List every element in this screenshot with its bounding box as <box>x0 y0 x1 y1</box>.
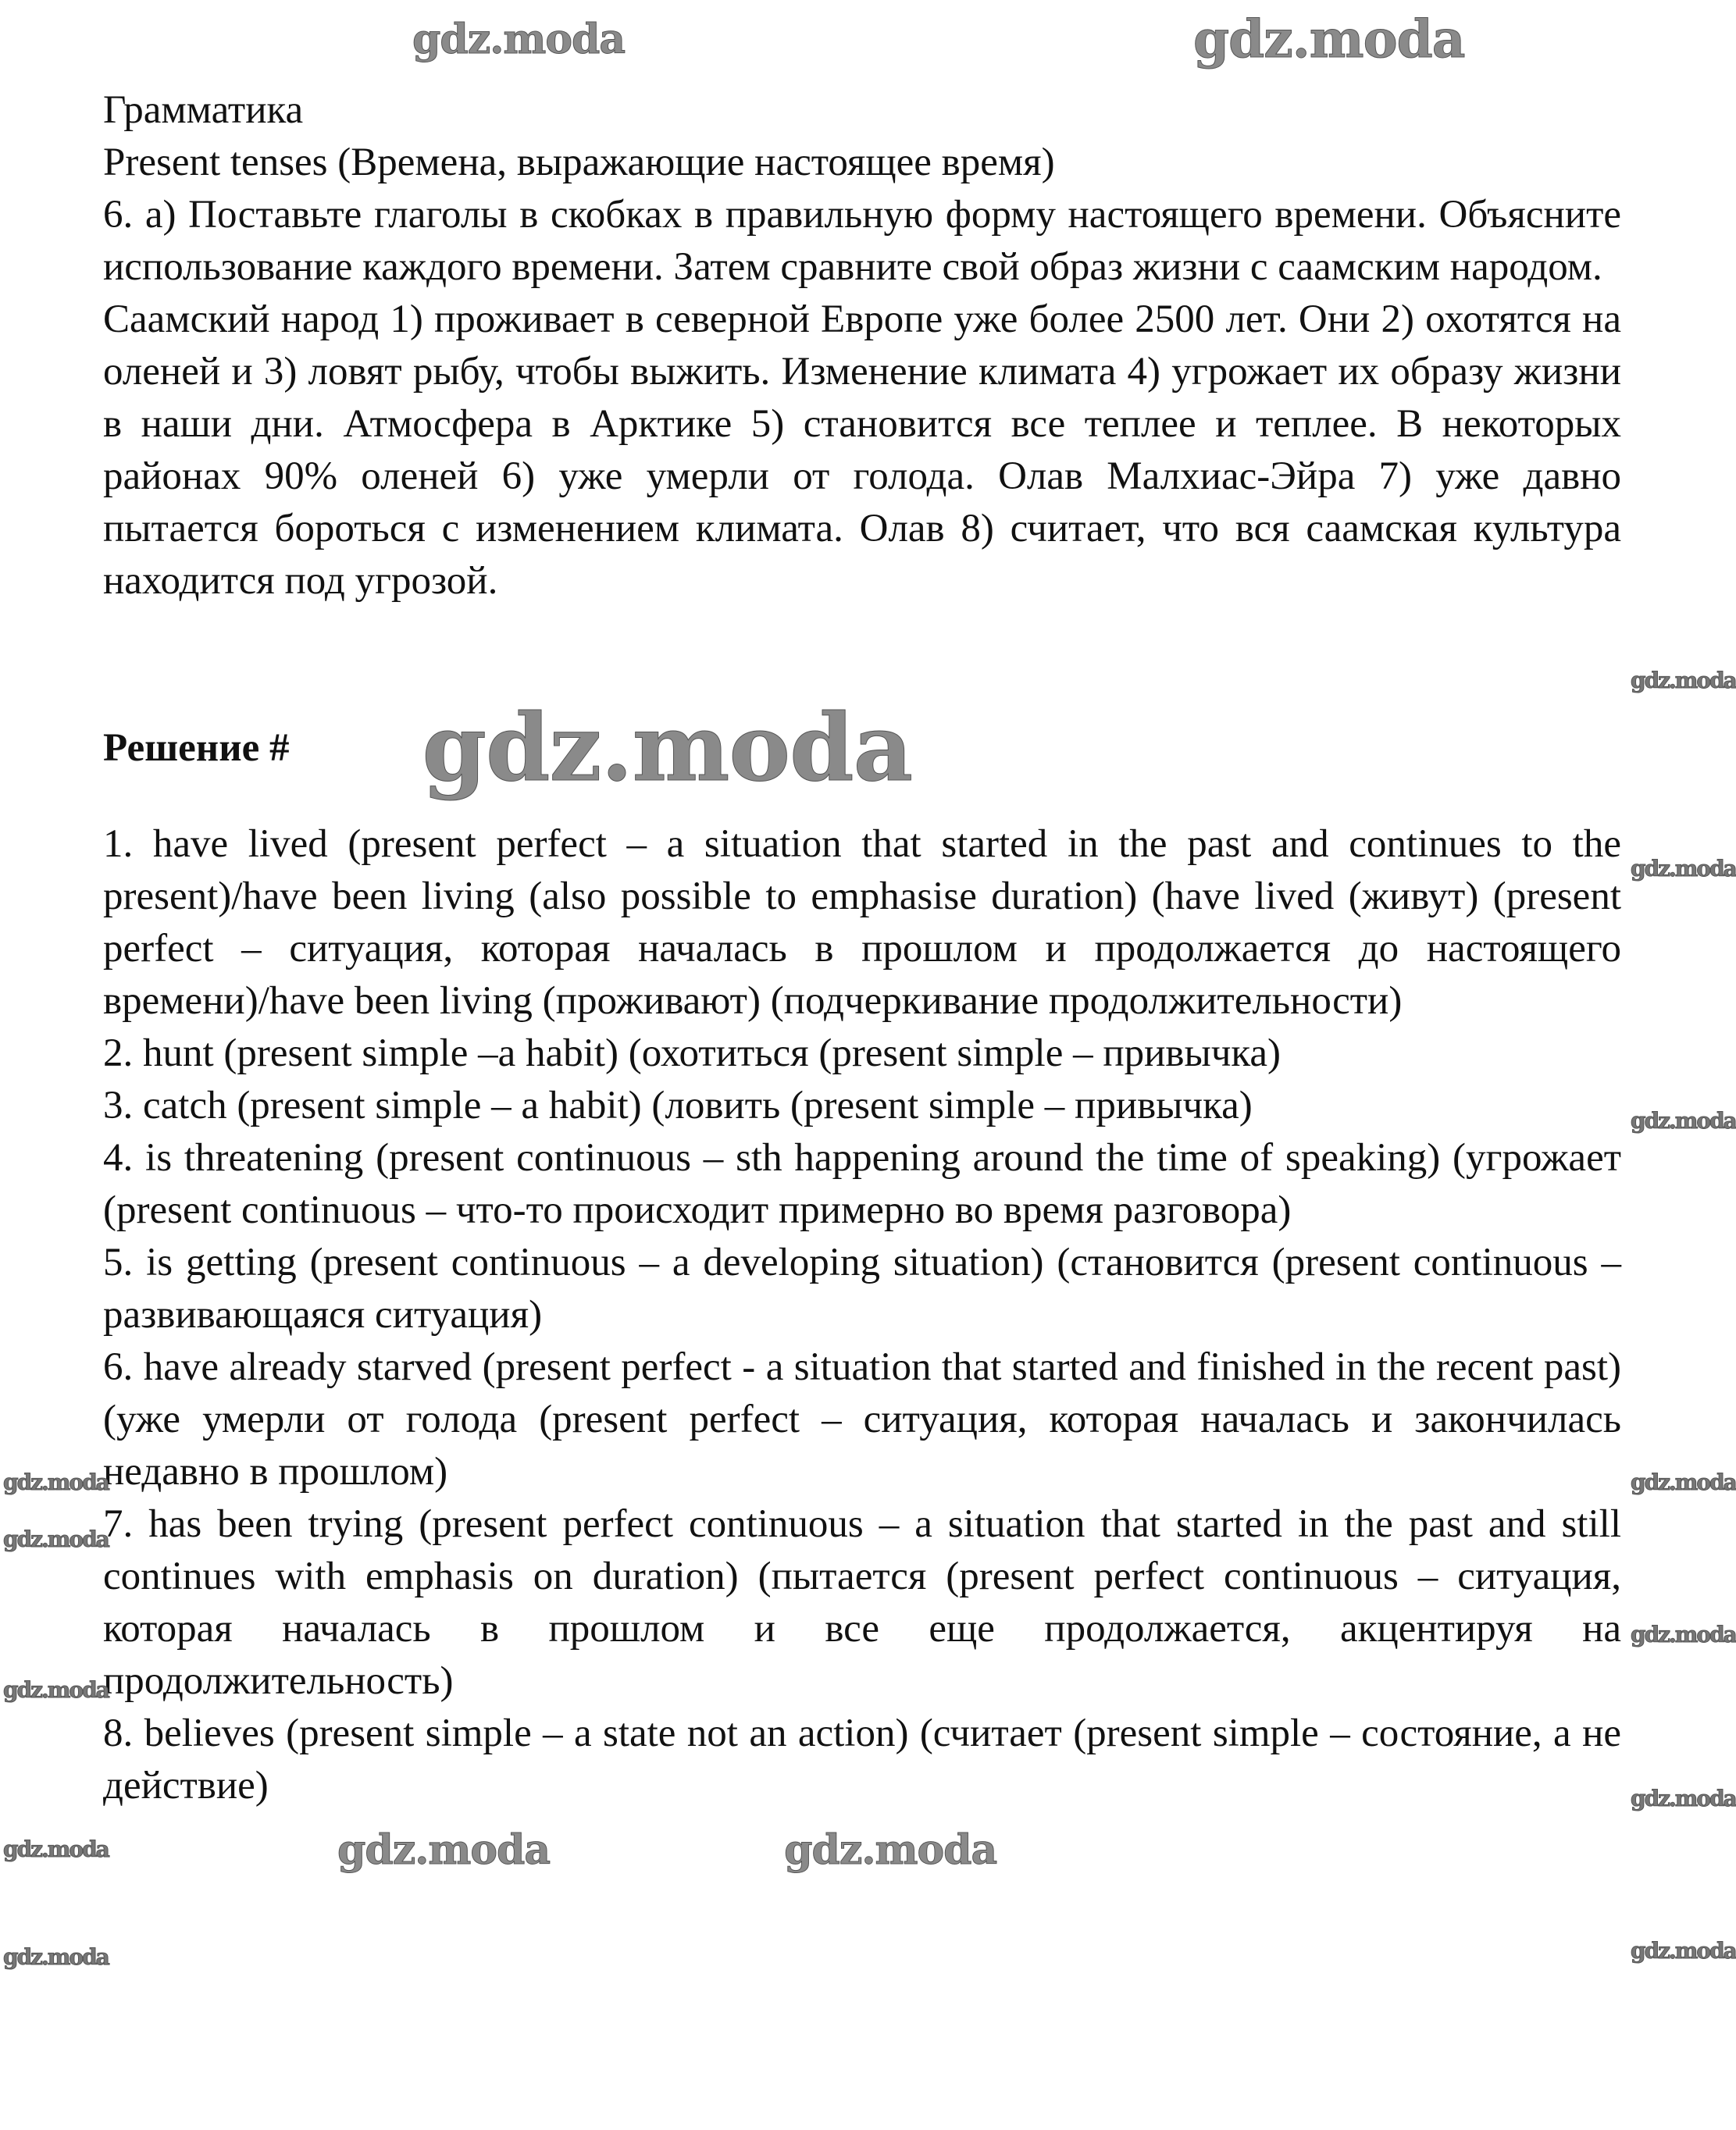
watermark-footer <box>103 1828 1621 1872</box>
watermark: gdz.moda <box>3 1526 109 1552</box>
watermark: gdz.moda <box>3 1836 109 1862</box>
watermark: gdz.moda <box>1631 1469 1736 1495</box>
watermark: gdz.moda <box>422 693 913 803</box>
answer-item: 2. hunt (present simple –a habit) (охотиться (present simple – привычка) <box>103 1031 1282 1075</box>
answer-item: 3. catch (present simple – a habit) (ловить (present simple – привычка) <box>103 1084 1253 1127</box>
watermark: gdz.moda <box>1631 856 1736 882</box>
watermark: gdz.moda <box>784 1826 997 1874</box>
topic-title: Present tenses (Времена, выражающие настоящее время) <box>103 141 1055 184</box>
watermark: gdz.moda <box>1631 1622 1736 1647</box>
answer-item: 7. has been trying (present perfect continuous – a situation that started in the past and still continues with emphasis on duration) (пытается (present perfect continuous – ситуация, которая началась в прошлом и все еще продолжается, акцентируя на продолжительность) <box>103 1502 1621 1703</box>
watermark: gdz.moda <box>1193 9 1465 69</box>
watermark: gdz.moda <box>1631 1108 1736 1134</box>
answer-item: 5. is getting (present continuous – a developing situation) (становится (present continuous – развивающаяся ситуация) <box>103 1241 1621 1337</box>
task-instruction: 6. а) Поставьте глаголы в скобках в правильную форму настоящего времени. Объясните использование каждого времени. Затем сравните свой образ жизни с саамским народом. <box>103 193 1621 289</box>
watermark: gdz.moda <box>3 1677 109 1703</box>
task-text: Саамский народ 1) проживает в северной Европе уже более 2500 лет. Они 2) охотятся на оленей и 3) ловят рыбу, чтобы выжить. Изменение климата 4) угрожает их образу жизни в наши дни. Атмосфера в Арктике 5) становится все теплее и теплее. В некоторых районах 90% оленей 6) уже умерли от голода. Олав Малхиас-Эйра 7) уже давно пытается бороться с изменением климата. Олав 8) считает, что вся саамская культура находится под угрозой. <box>103 297 1621 603</box>
watermark: gdz.moda <box>1631 1938 1736 1964</box>
watermark: gdz.moda <box>337 1826 551 1874</box>
solution-heading-row <box>103 693 1621 803</box>
watermark: gdz.moda <box>3 1469 109 1495</box>
watermark: gdz.moda <box>1631 1786 1736 1811</box>
solution-heading: Решение # <box>103 725 290 770</box>
document-page <box>103 84 1621 1872</box>
watermark: gdz.moda <box>3 1944 109 1970</box>
answer-item: 4. is threatening (present continuous – sth happening around the time of speaking) (угрожает (present continuous – что-то происходит примерно во время разговора) <box>103 1136 1621 1232</box>
watermark: gdz.moda <box>1631 668 1736 693</box>
watermark: gdz.moda <box>412 16 626 63</box>
answer-item: 6. have already starved (present perfect - a situation that started and finished in the recent past) (уже умерли от голода (present perfect – ситуация, которая началась и закончилась недавно в прошлом) <box>103 1345 1621 1494</box>
section-title: Грамматика <box>103 88 304 132</box>
answer-item: 8. believes (present simple – a state not an action) (считает (present simple – состояние, а не действие) <box>103 1711 1621 1808</box>
answer-item: 1. have lived (present perfect – a situation that started in the past and continues to the present)/have been living (also possible to emphasise duration) (have lived (живут) (present perfect – ситуация, которая началась в прошлом и продолжается до настоящего времени)/have been living (проживают) (подчеркивание продолжительности) <box>103 822 1621 1023</box>
